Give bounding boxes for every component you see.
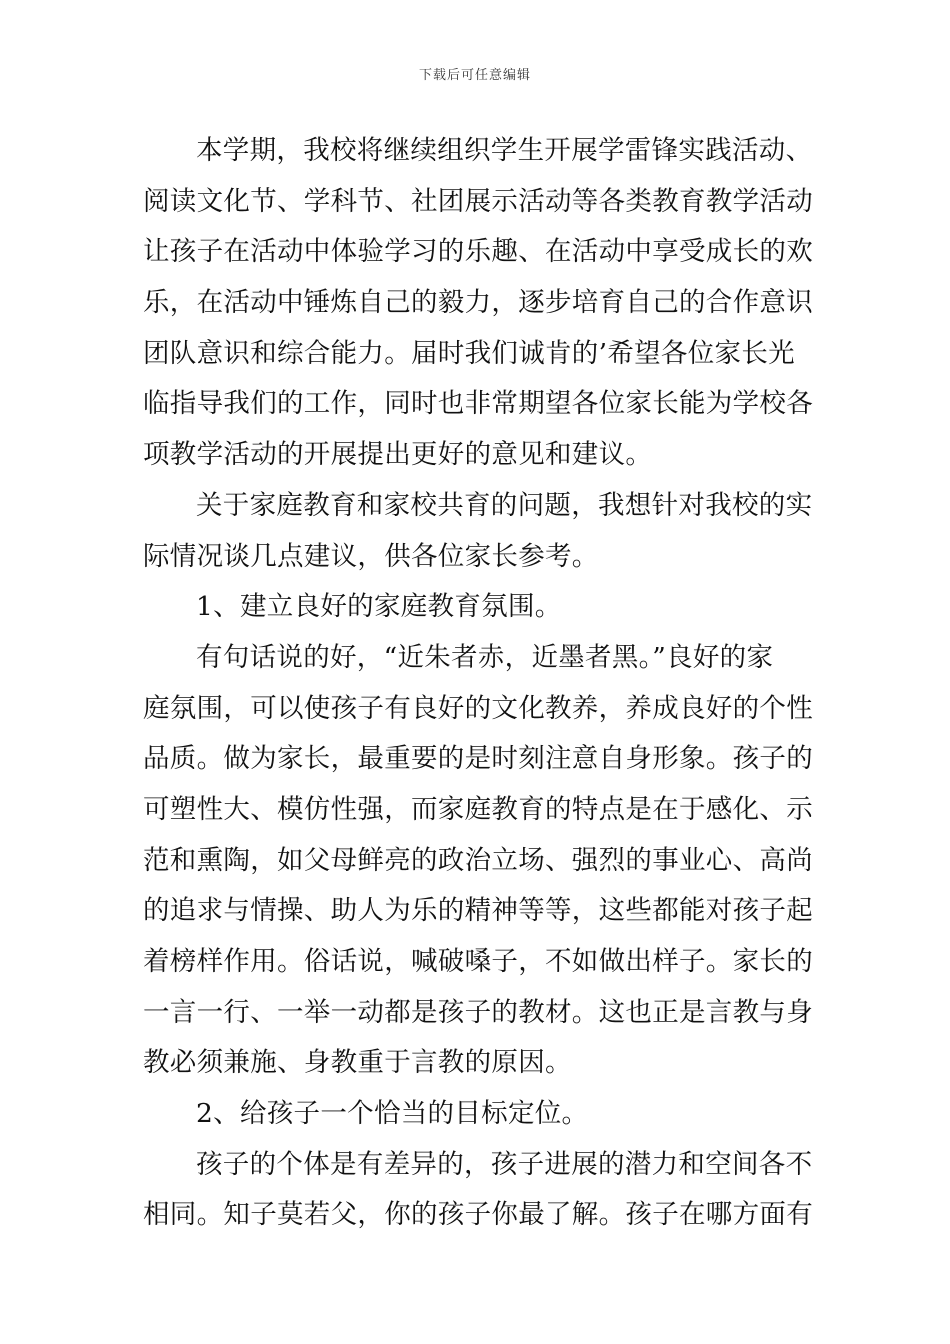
page-header-note: 下载后可任意编辑 bbox=[418, 68, 531, 83]
paragraph-line: 有句话说的好，“近朱者赤，近墨者黑。”良好的家 bbox=[196, 641, 774, 673]
paragraph-line: 团队意识和综合能力。届时我们诚肯的’希望各位家长光 bbox=[143, 337, 795, 369]
paragraph-line: 的追求与情操、助人为乐的精神等等，这些都能对孩子起 bbox=[143, 895, 813, 927]
paragraph-line: 孩子的个体是有差异的，孩子进展的潜力和空间各不 bbox=[196, 1148, 813, 1180]
paragraph-line: 际情况谈几点建议，供各位家长参考。 bbox=[143, 540, 599, 572]
paragraph-line: 项教学活动的开展提出更好的意见和建议。 bbox=[143, 439, 653, 471]
paragraph-line: 教必须兼施、身教重于言教的原因。 bbox=[143, 1047, 572, 1079]
paragraph-line: 范和熏陶，如父母鲜亮的政治立场、强烈的事业心、高尚 bbox=[143, 844, 813, 876]
paragraph-line: 相同。知子莫若父，你的孩子你最了解。孩子在哪方面有 bbox=[143, 1199, 813, 1231]
paragraph-line: 庭氛围，可以使孩子有良好的文化教养，养成良好的个性 bbox=[143, 692, 813, 724]
paragraph-line: 本学期，我校将继续组织学生开展学雷锋实践活动、 bbox=[196, 135, 813, 166]
paragraph-line: 乐，在活动中锤炼自己的毅力，逐步培育自己的合作意识 bbox=[143, 287, 813, 319]
paragraph-line: 可塑性大、模仿性强，而家庭教育的特点是在于感化、示 bbox=[143, 793, 813, 825]
paragraph-line: 临指导我们的工作，同时也非常期望各位家长能为学校各 bbox=[143, 388, 813, 420]
document-body bbox=[143, 126, 813, 1241]
paragraph-line: 一言一行、一举一动都是孩子的教材。这也正是言教与身 bbox=[143, 996, 813, 1028]
paragraph-line: 阅读文化节、学科节、社团展示活动等各类教育教学活动 bbox=[143, 185, 813, 217]
paragraph-line: 着榜样作用。俗话说，喊破嗓子，不如做出样子。家长的 bbox=[143, 946, 813, 977]
paragraph-line: 品质。做为家长，最重要的是时刻注意自身形象。孩子的 bbox=[143, 743, 813, 775]
section-heading: 1、建立良好的家庭教育氛围。 bbox=[196, 591, 562, 623]
section-heading: 2、给孩子一个恰当的目标定位。 bbox=[196, 1098, 589, 1130]
paragraph-line: 关于家庭教育和家校共育的问题，我想针对我校的实 bbox=[196, 489, 813, 521]
paragraph-line: 让孩子在活动中体验学习的乐趣、在活动中享受成长的欢 bbox=[143, 236, 813, 268]
